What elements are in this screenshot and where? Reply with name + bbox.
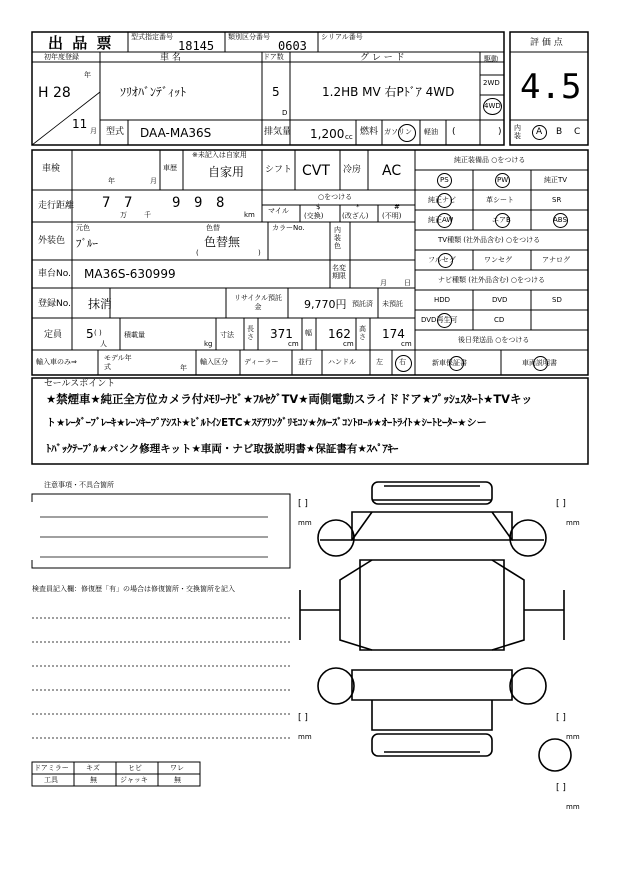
meter-opt-3: * (356, 203, 360, 211)
drive-4wd: 4WD (484, 102, 501, 110)
tv-one: ワンセグ (484, 256, 512, 264)
meter-opt-1: $ (316, 203, 321, 211)
doors-suffix: D (282, 109, 288, 117)
type-no: 18145 (178, 39, 215, 53)
fuel-gas: ガソリン (384, 128, 412, 136)
meter-opt-6: (不明) (382, 212, 402, 220)
model-year-label: モデル年式 (104, 354, 132, 371)
month-unit: 月 (90, 127, 97, 135)
capacity-label: 定員 (44, 330, 63, 340)
nav-dvd: DVD (492, 296, 508, 304)
recycle-status: 預託済 (352, 300, 373, 308)
form-title: 出 品 票 (48, 34, 114, 52)
meter-opt-2: (交換) (304, 212, 324, 220)
inspection-year-unit: 年 (108, 177, 115, 185)
interior-grade-a: A (536, 127, 543, 137)
orig-color: ﾌﾞﾙｰ (76, 237, 98, 250)
nav-sd: SD (552, 296, 562, 304)
equip-tv: 純正TV (544, 176, 568, 184)
first-reg-label: 初年度登録 (44, 53, 79, 61)
fuel-diesel: 軽油 (424, 128, 438, 136)
displacement-value: 1,200 (310, 127, 345, 141)
displacement-label: 排気量 (264, 127, 292, 137)
width-value: 162 (328, 327, 351, 341)
reg-label: 登録No. (38, 299, 71, 309)
tv-analog: アナログ (542, 256, 570, 264)
tbl-jack-val: 無 (174, 776, 181, 784)
class-no: 0603 (278, 39, 307, 53)
doors-value: 5 (272, 85, 280, 99)
fuel-other: ( (452, 127, 456, 137)
parallel: 並行 (298, 358, 312, 366)
change-month: 月 (380, 279, 387, 287)
vehicle-name: ｿﾘｵﾊﾞﾝﾃﾞｨｯﾄ (120, 85, 187, 99)
inspection-label: 車検 (42, 164, 61, 174)
equip-sr: SR (552, 196, 562, 204)
history-value: 自家用 (208, 165, 245, 179)
interior-grade-b: B (556, 127, 563, 137)
mm-fr: mm (566, 519, 580, 527)
mileage-digit-1: 7 (102, 195, 111, 211)
km-unit: km (244, 211, 255, 219)
color-no-label: 色替 (206, 224, 220, 232)
sales-line-2: ト★ﾚｰﾀﾞｰﾌﾞﾚｰｷ★ﾚｰﾝｷｰﾌﾟｱｼｽﾄ★ﾋﾞﾙﾄｲﾝETC★ｽﾃｱﾘﾝｸﾞﾘﾓｺﾝ★ｸﾙｰｽﾞｺﾝﾄﾛｰﾙ★ｵｰﾄﾗｲﾄ★ｼｰﾄﾋｰﾀｰ★シー (46, 418, 487, 429)
sales-line-3: ﾄﾊﾞｯｸﾃｰﾌﾞﾙ★パンク修理キット★車両・ナビ取扱説明書★保証書有★ｽﾍﾟｱｷｰ (46, 443, 399, 455)
len-label: 長さ (247, 325, 254, 341)
equip-aw: 純正AW (428, 216, 454, 224)
mileage-digit-5: 8 (216, 195, 225, 211)
dealer: ディーラー (244, 358, 279, 366)
rating-value: 4.5 (520, 67, 582, 107)
handle-left: 左 (376, 358, 383, 366)
height-value: 174 (382, 327, 405, 341)
first-reg-era: H 28 (38, 85, 71, 101)
mile-label: マイル (268, 207, 289, 215)
mm-rl: mm (298, 733, 312, 741)
grade-value: 1.2HB MV 右Pﾄﾞｱ 4WD (322, 85, 455, 99)
man-unit: 万 (120, 211, 127, 219)
drive-label: 駆動 (484, 55, 498, 63)
bracket-rl: [ ] (298, 713, 308, 723)
mm-rr: mm (566, 733, 580, 741)
model-label: 型式 (106, 127, 125, 137)
tbl-tools-val: 無 (90, 776, 97, 784)
tbl-jack: ジャッキ (120, 776, 148, 784)
equipment-header: 純正装備品 ○をつける (454, 156, 526, 164)
serial-label: シリアル番号 (321, 33, 363, 41)
tbl-tools: 工具 (44, 776, 58, 784)
capacity-value: 5 (86, 327, 94, 341)
person-unit: 人 (100, 340, 107, 348)
grade-label: グ レ ー ド (360, 53, 405, 63)
shift-label: シフト (265, 165, 293, 175)
ac-label: 冷房 (343, 165, 362, 175)
handle-right: 右 (399, 358, 406, 366)
mileage-digit-3: 9 (172, 195, 181, 211)
equip-abs: ABS (553, 216, 567, 224)
length-value: 371 (270, 327, 293, 341)
change-label: 名変期限 (332, 264, 346, 280)
type-no-label: 型式指定番号 (131, 33, 173, 41)
interior-color-label: 内装色 (334, 226, 341, 250)
capacity-paren: ( ) (94, 329, 102, 337)
kg-unit: kg (204, 340, 213, 348)
sales-line-1: ★禁煙車★純正全方位カメラ付ﾒﾓﾘｰﾅﾋﾞ★ﾌﾙｾｸﾞTV★両側電動スライドドア★ﾌﾟｯｼｭｽﾀｰﾄ★TVキッ (46, 392, 533, 406)
mm-fl: mm (298, 519, 312, 527)
paren-close: ) (258, 249, 261, 257)
import-class-label: 輸入区分 (200, 358, 228, 366)
nav-dvdplay: DVD再生可 (421, 316, 458, 324)
mileage-digit-4: 9 (194, 195, 203, 211)
class-label: 類別区分番号 (228, 33, 270, 41)
bracket-fl: [ ] (298, 499, 308, 509)
shift-value: CVT (302, 163, 330, 179)
equip-leather: 革シート (486, 196, 514, 204)
model-value: DAA-MA36S (140, 126, 212, 140)
tbl-scratch: キズ (86, 764, 100, 772)
bracket-rr: [ ] (556, 713, 566, 723)
height-cm: cm (401, 340, 412, 348)
hgt-label: 高さ (359, 325, 366, 341)
sales-label: セールスポイント (44, 379, 116, 389)
mileage-digit-2: 7 (124, 195, 133, 211)
name-label: 車 名 (160, 53, 181, 63)
inspection-month-unit: 月 (150, 177, 157, 185)
chassis-label: 車台No. (38, 269, 71, 279)
sen-unit: 千 (144, 211, 151, 219)
recycle-value: 9,770円 (304, 298, 347, 311)
dims-label: 寸法 (220, 331, 234, 339)
cc-unit: cc (345, 133, 353, 141)
later-warranty: 新車保証書 (432, 359, 467, 367)
tbl-crack: ヒビ (128, 764, 142, 772)
history-note: ※未記入は自家用 (192, 151, 247, 159)
doors-label: ドア数 (263, 53, 284, 61)
width-cm: cm (343, 340, 354, 348)
nav-header: ナビ種類 (社外品含む) ○をつける (438, 276, 546, 284)
tbl-mirror: ドアミラー (34, 764, 69, 772)
load-label: 積載量 (124, 331, 145, 339)
bracket-fr: [ ] (556, 499, 566, 509)
equip-ps: PS (440, 176, 449, 184)
later-header: 後日発送品 ○をつける (458, 336, 530, 344)
reg-value: 抹消 (88, 297, 113, 311)
tv-full: フルセグ (428, 256, 456, 264)
history-label: 車歴 (163, 164, 177, 172)
recycle-none: 未預託 (382, 300, 403, 308)
model-year-unit: 年 (180, 364, 187, 372)
mileage-label: 走行距離 (38, 201, 75, 211)
mm-spare: mm (566, 803, 580, 811)
nav-hdd: HDD (434, 296, 451, 304)
ac-value: AC (382, 163, 402, 179)
interior-grade-c: C (574, 127, 581, 137)
meter-opt-5: # (394, 203, 400, 211)
paren-open: ( (196, 249, 199, 257)
inspector-label: 検査員記入欄：修復歴「有」の場合は修復箇所・交換箇所を記入 (32, 585, 235, 593)
bracket-spare: [ ] (556, 783, 566, 793)
chassis-value: MA36S-630999 (84, 267, 176, 281)
meter-note: ○をつける (318, 193, 353, 201)
recycle-label: リサイクル預託金 (233, 294, 283, 311)
tv-header: TV種類 (社外品含む) ○をつける (438, 236, 541, 244)
interior-label: 内装 (514, 124, 521, 140)
rating-label: 評 価 点 (530, 38, 563, 48)
color-label: 外装色 (38, 236, 66, 246)
change-day: 日 (404, 279, 411, 287)
equip-navi: 純正ナビ (428, 196, 456, 204)
meter-opt-4: (改ざん) (342, 212, 369, 220)
import-label: 輸入車のみ⇒ (36, 358, 77, 366)
first-reg-month: 11 (72, 117, 88, 131)
length-cm: cm (288, 340, 299, 348)
orig-color-label: 元色 (76, 224, 90, 232)
wid-label: 幅 (305, 329, 312, 337)
drive-2wd: 2WD (483, 79, 500, 87)
color-code-label: カラーNo. (272, 224, 305, 232)
equip-pw: PW (497, 176, 509, 184)
handle-label: ハンドル (328, 358, 356, 366)
equip-airb: エアB (492, 216, 511, 224)
nav-cd: CD (494, 316, 505, 324)
fuel-close: ) (498, 127, 502, 137)
fuel-label: 燃料 (360, 127, 379, 137)
defect-label: 注意事項・不具合箇所 (44, 481, 114, 489)
color-change: 色替無 (204, 235, 241, 249)
year-unit: 年 (84, 71, 91, 79)
tbl-break: ワレ (170, 764, 184, 772)
later-manual: 車両説明書 (522, 359, 557, 367)
